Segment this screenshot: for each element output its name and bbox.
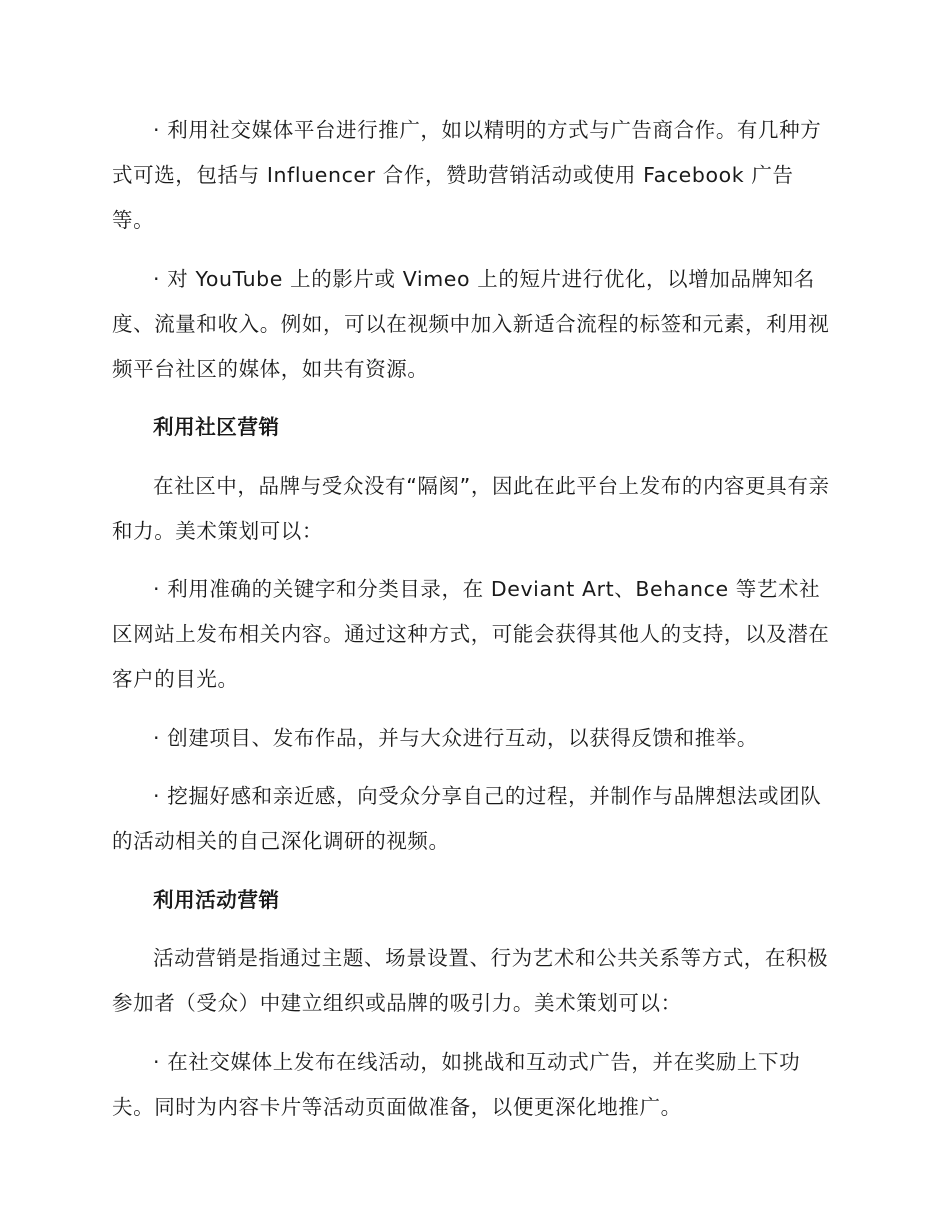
- bullet-share-process: · 挖掘好感和亲近感，向受众分享自己的过程，并制作与品牌想法或团队的活动相关的自己深化调研的视频。: [112, 784, 822, 853]
- section-heading-events: 利用活动营销: [153, 887, 280, 912]
- document-body: [112, 108, 834, 1143]
- paragraph-community-intro: 在社区中，品牌与受众没有“隔阂”，因此在此平台上发布的内容更具有亲和力。美术策划可以：: [112, 473, 830, 543]
- bullet-create-projects: · 创建项目、发布作品，并与大众进行互动，以获得反馈和推举。: [153, 725, 759, 750]
- bullet-video-optimization: · 对 YouTube 上的影片或 Vimeo 上的短片进行优化，以增加品牌知名度、流量和收入。例如，可以在视频中加入新适合流程的标签和元素，利用视频平台社区的媒体，如共有资源。: [112, 266, 830, 381]
- bullet-art-community: · 利用准确的关键字和分类目录，在 Deviant Art、Behance 等艺术社区网站上发布相关内容。通过这种方式，可能会获得其他人的支持，以及潜在客户的目光。: [112, 577, 830, 691]
- bullet-online-events: · 在社交媒体上发布在线活动，如挑战和互动式广告，并在奖励上下功夫。同时为内容卡片等活动页面做准备，以便更深化地推广。: [112, 1049, 801, 1119]
- paragraph-events-intro: 活动营销是指通过主题、场景设置、行为艺术和公共关系等方式，在积极参加者（受众）中建立组织或品牌的吸引力。美术策划可以：: [112, 946, 829, 1015]
- bullet-social-media: · 利用社交媒体平台进行推广，如以精明的方式与广告商合作。有几种方式可选，包括与 Influencer 合作，赞助营销活动或使用 Facebook 广告等。: [112, 118, 822, 232]
- section-heading-community: 利用社区营销: [153, 415, 280, 439]
